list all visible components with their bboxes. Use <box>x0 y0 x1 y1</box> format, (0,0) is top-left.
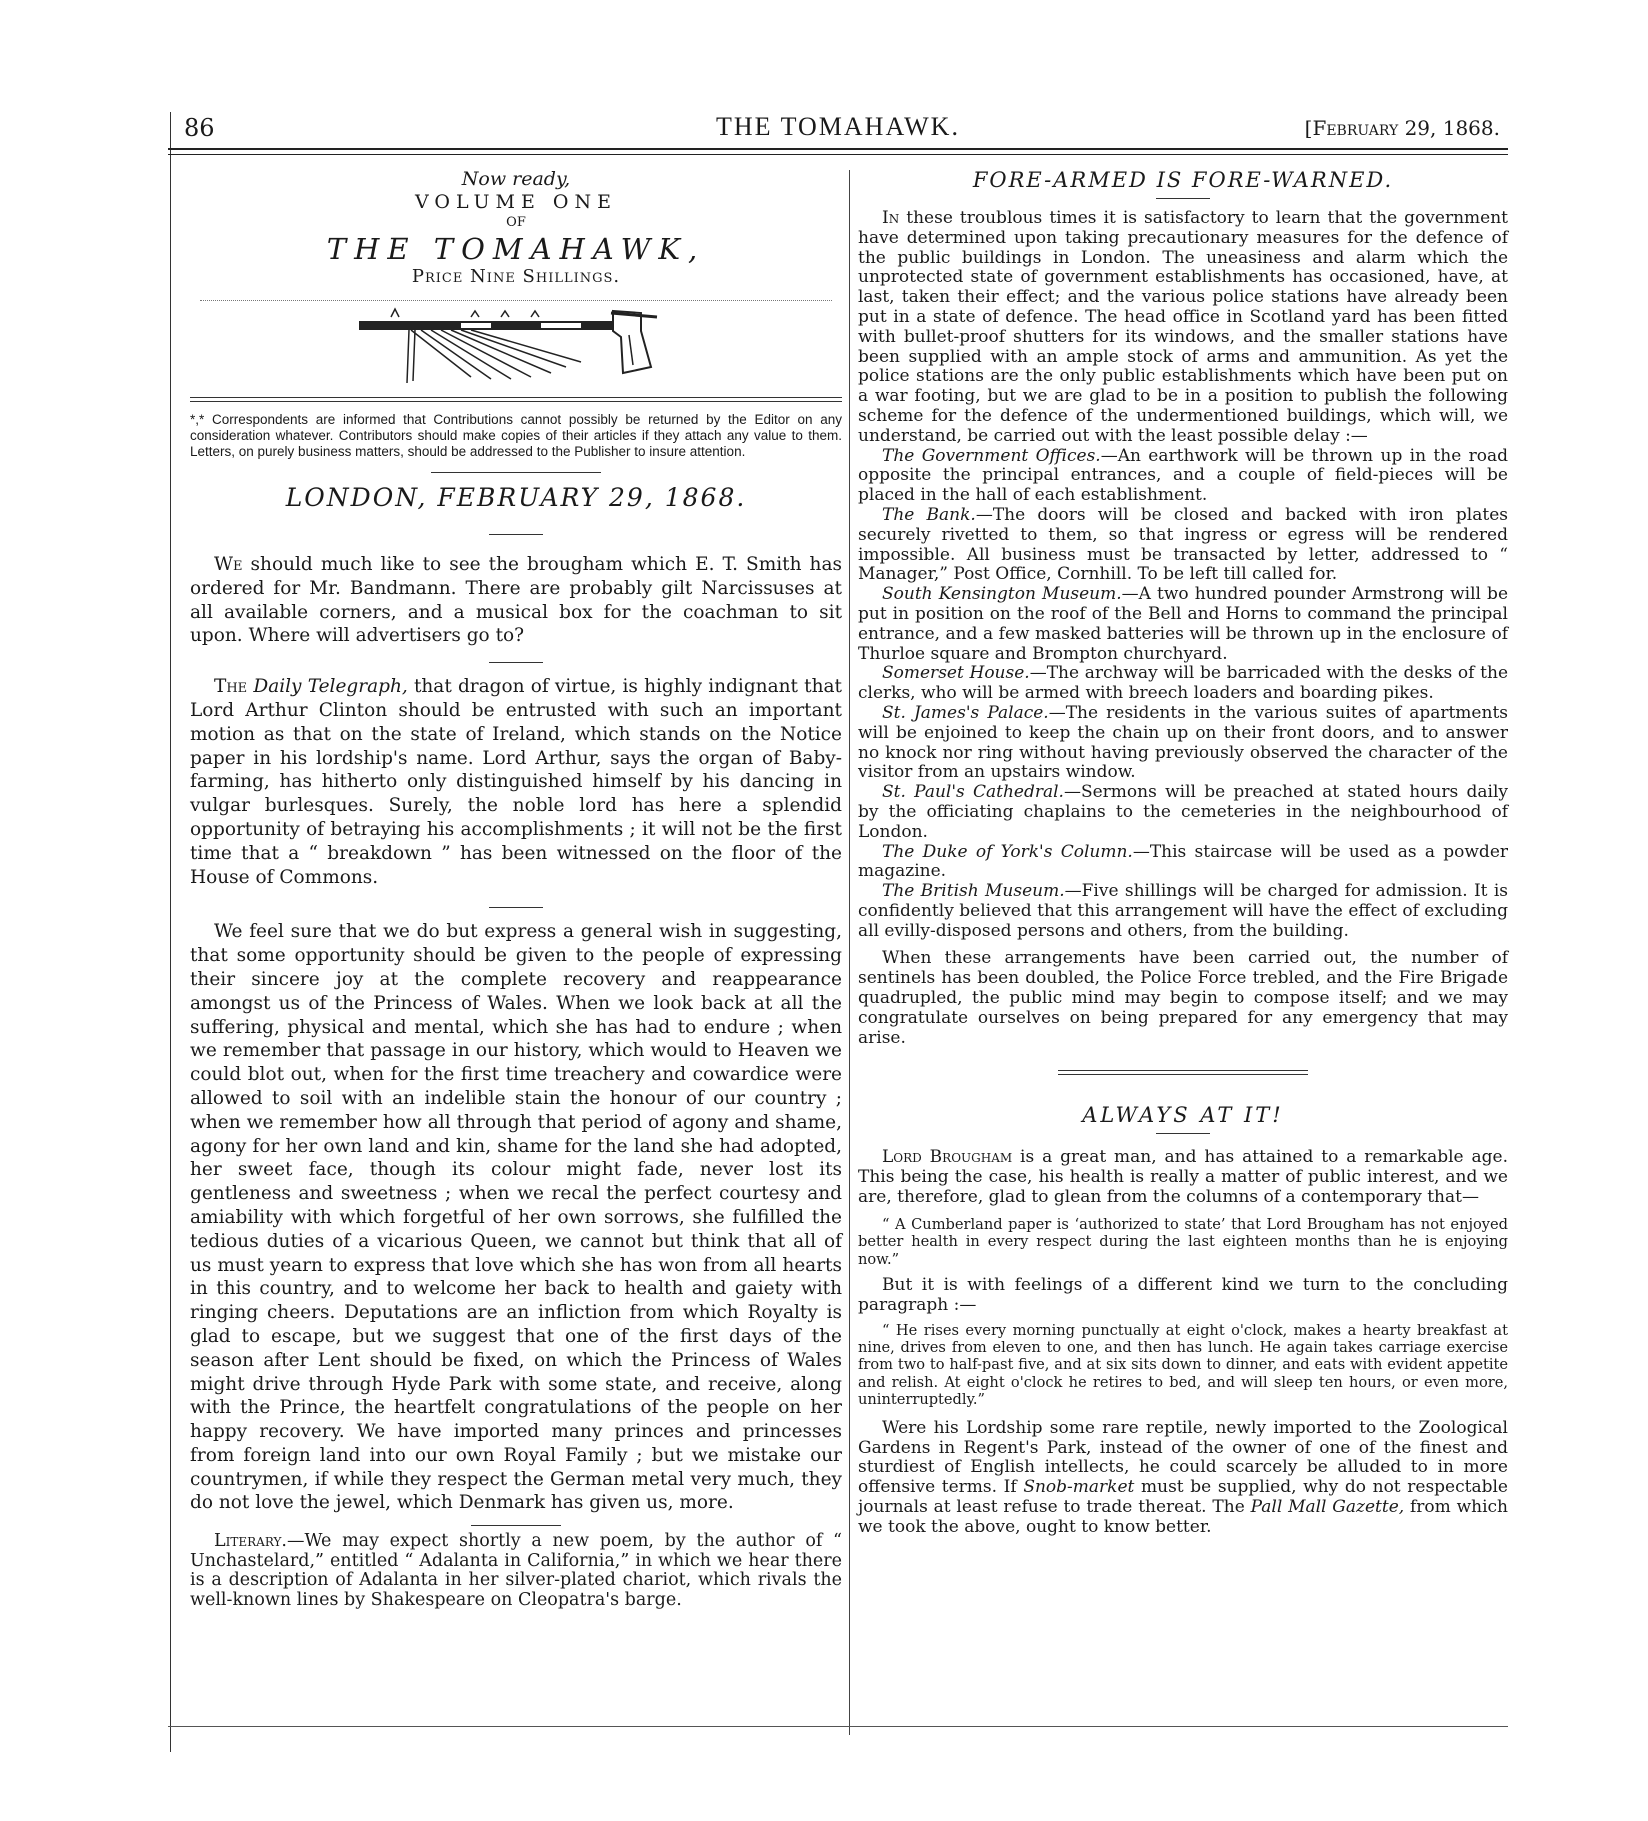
left-column <box>190 168 842 1610</box>
column-separator <box>849 170 850 1735</box>
dateline: LONDON, FEBRUARY 29, 1868. <box>285 483 747 512</box>
paragraph-brougham-bandmann: We should much like to see the brougham which E. T. Smith has ordered for Mr. Bandmann. There are probably gilt Narcissuses at all available corners, and a musical box for the coachman to sit upon. Where will advertisers go to? <box>190 554 842 647</box>
paragraph-final: Were his Lordship some rare reptile, newly imported to the Zoological Gardens in Regent's Park, instead of the owner of one of the finest and sturdiest of English intellects, he could scarcely be alluded to in more offensive terms. If Snob-market must be supplied, why do not respectable journals at least refuse to trade thereat. The Pall Mall Gazette, from which we took the above, ought to know better. <box>858 1417 1508 1537</box>
defence-item-name: The Bank. <box>882 504 976 525</box>
defence-item <box>858 447 1508 506</box>
article-divider <box>1058 1070 1308 1075</box>
defence-item-name: South Kensington Museum. <box>882 584 1122 605</box>
page-header <box>168 108 1508 148</box>
defence-item <box>858 704 1508 783</box>
paragraph-lord-brougham: Lord Brougham is a great man, and has attained to a remarkable age. This being the case, his health is really a matter of public interest, and we are, therefore, glad to glean from the columns of a contemporary that— <box>858 1147 1508 1208</box>
heading-rule <box>1156 198 1210 199</box>
advert-ready: Now ready, <box>461 168 571 190</box>
paragraph-fore-armed-conclusion: When these arrangements have been carried out, the number of sentinels has been doubled, the Police Force trebled, and the Fire Brigade quadrupled, the public mind may begin to compose itself; and we may congratulate ourselves on being prepared for any emergency that may arise. <box>858 948 1508 1048</box>
defence-item-text: —The residents in the various suites of apartments will be enjoined to keep the chain up on their front doors, and to answer no knock nor ring without having previously observed the character of the visitor from an upstairs window. <box>858 702 1508 783</box>
defence-items-list <box>858 447 1508 942</box>
advert-bottom-rule <box>190 397 842 402</box>
quote-daily-routine: “ He rises every morning punctually at eight o'clock, makes a hearty breakfast at nine, drives from eleven to one, and then has lunch. He again takes carriage exercise from two to half-past five, and at six sits down to dinner, and eats with evident appetite and relish. At eight o'clock he retires to bed, and will sleep ten hours, or even more, uninterruptedly.” <box>858 1321 1508 1409</box>
advert-title: THE TOMAHAWK, <box>326 232 706 266</box>
defence-item-name: The British Museum. <box>882 881 1065 902</box>
defence-item <box>858 585 1508 664</box>
heading-always-at-it: ALWAYS AT IT! <box>1082 1103 1284 1128</box>
defence-item-text: —An earthwork will be thrown up in the road opposite the principal entrances, and a couple of field-pieces will be placed in the hall of each establishment. <box>858 445 1508 506</box>
advert-price: Price Nine Shillings. <box>411 266 621 287</box>
masthead-title: THE TOMAHAWK. <box>716 112 960 141</box>
defence-item-text: —Sermons will be preached at stated hours daily by the officiating chaplains to the cemeteries in the neighbourhood of London. <box>858 782 1508 842</box>
notice-rule <box>431 472 601 473</box>
defence-item <box>858 783 1508 842</box>
page-number: 86 <box>184 114 215 142</box>
defence-item-text: —Five shillings will be charged for admission. It is confidently believed that this arrangement will have the effect of excluding all evilly-disposed persons and others, from the building. <box>858 881 1508 941</box>
page-bottom-rule <box>168 1726 1508 1727</box>
right-column <box>858 168 1508 1537</box>
section-rule <box>489 662 543 663</box>
header-rule <box>168 148 1508 155</box>
advert-divider <box>200 288 832 301</box>
tomahawk-illustration <box>351 307 681 389</box>
paragraph-concluding: But it is with feelings of a different kind we turn to the concluding paragraph :— <box>858 1275 1508 1315</box>
correspondents-notice: *,* Correspondents are informed that Contributions cannot possibly be returned by the Editor on any consideration whatever. Contributors should make copies of their articles if they attach any value to them. Letters, on purely business matters, should be addressed to the Publisher to insure attention. <box>190 412 842 459</box>
advert-volume: VOLUME ONE <box>415 191 617 213</box>
paragraph-daily-telegraph: The Daily Telegraph, that dragon of virtue, is highly indignant that Lord Arthur Clinton should be entrusted with such an important motion as that on the state of Ireland, which stands on the Notice paper in his lordship's name. Lord Arthur, says the organ of Baby-farming, has hitherto only distinguished himself by his dancing in vulgar burlesques. Surely, the noble lord has here a splendid opportunity of betraying his accomplishments ; it will not be the first time that a “ breakdown ” has been witnessed on the floor of the House of Commons. <box>190 676 842 888</box>
defence-item-name: Somerset House. <box>882 663 1030 684</box>
defence-item-name: St. James's Palace. <box>882 702 1049 723</box>
paragraph-fore-armed-intro: In these troublous times it is satisfactory to learn that the government have determined upon taking precautionary measures for the defence of the public buildings in London. The uneasiness and alarm which the unprotected state of government establishments has occasioned, have, at last, taken their effect; and the various police stations have already been put in a state of defence. The head office in Scotland yard has been fitted with bullet-proof shutters for its windows, and the smaller stations have been supplied with an ample stock of arms and ammunition. As yet the police stations are the only public establishments which have been put on a war footing, but we are glad to be in a position to publish the following scheme for the defence of the undermentioned buildings, which will, we understand, be carried out with the least possible delay :— <box>858 208 1508 446</box>
defence-item-name: The Government Offices. <box>882 445 1101 466</box>
heading-rule <box>1156 1133 1210 1134</box>
defence-item-text: —The doors will be closed and backed with iron plates securely rivetted to them, so that ingress or egress will be rendered impossible. All business must be transacted by letter, addressed to “ Manager,” Post Office, Cornhill. To be left till called for. <box>858 504 1508 585</box>
issue-date: [February 29, 1868. <box>1304 116 1500 140</box>
defence-item <box>858 664 1508 704</box>
defence-item <box>858 843 1508 883</box>
paragraph-literary: Literary.—We may expect shortly a new poem, by the author of “ Unchastelard,” entitled “ Adalanta in California,” in which we hear there is a description of Adalanta in her silver-plated chariot, which rivals the well-known lines by Shakespeare on Cleopatra's barge. <box>190 1531 842 1610</box>
defence-item-name: St. Paul's Cathedral. <box>882 782 1064 803</box>
quote-cumberland-paper: “ A Cumberland paper is ‘authorized to state’ that Lord Brougham has not enjoyed better health in every respect during the last eighteen months than he is enjoying now.” <box>858 1215 1508 1268</box>
newspaper-page <box>168 108 1508 1768</box>
defence-item <box>858 506 1508 585</box>
defence-item-text: —The archway will be barricaded with the desks of the clerks, who will be armed with breech loaders and boarding pikes. <box>858 663 1509 704</box>
defence-item-text: —This staircase will be used as a powder magazine. <box>858 841 1509 882</box>
defence-item-name: The Duke of York's Column. <box>882 841 1133 862</box>
dateline-rule <box>489 534 543 535</box>
section-rule <box>471 1525 561 1526</box>
heading-fore-armed: FORE-ARMED IS FORE-WARNED. <box>972 168 1394 192</box>
advert-of: OF <box>506 215 526 230</box>
defence-item-text: —A two hundred pounder Armstrong will be put in position on the roof of the Bell and Horns to command the principal entrance, and a few masked batteries will be thrown up in the enclosure of Thurloe square and Brompton churchyard. <box>858 584 1508 664</box>
defence-item <box>858 882 1508 941</box>
section-rule <box>489 907 543 908</box>
paragraph-princess-of-wales: We feel sure that we do but express a general wish in suggesting, that some opportunity should be given to the people of expressing their sincere joy at the complete recovery and reappearance amongst us of the Princess of Wales. When we look back at all the suffering, physical and mental, which she has had to endure ; when we remember that passage in our history, which would to Heaven we could blot out, when for the first time treachery and cowardice were allowed to soil with an indelible stain the honour of our country ; when we remember how all through that period of agony and shame, agony for her own land and kin, shame for the land she had adopted, her sweet face, though its colour might fade, never lost its gentleness and sweetness ; when we recal the perfect courtesy and amiability with which forgetful of her own sorrows, she fulfilled the tedious duties of a vicarious Queen, we cannot but think that all of us must yearn to express that love which she has won from all hearts in this country, and to welcome her back to health and gaiety with ringing cheers. Deputations are an infliction from which Royalty is glad to escape, but we suggest that one of the first days of the season after Lent should be fixed, on which the Princess of Wales might drive through Hyde Park with some state, and receive, along with the Prince, the heartfelt congratulations of the people on her happy recovery. We have imported many princes and princesses from foreign land into our own Royal Family ; but we mistake our countrymen, if while they respect the German metal very much, they do not love the jewel, which Denmark has given us, more. <box>190 921 842 1514</box>
